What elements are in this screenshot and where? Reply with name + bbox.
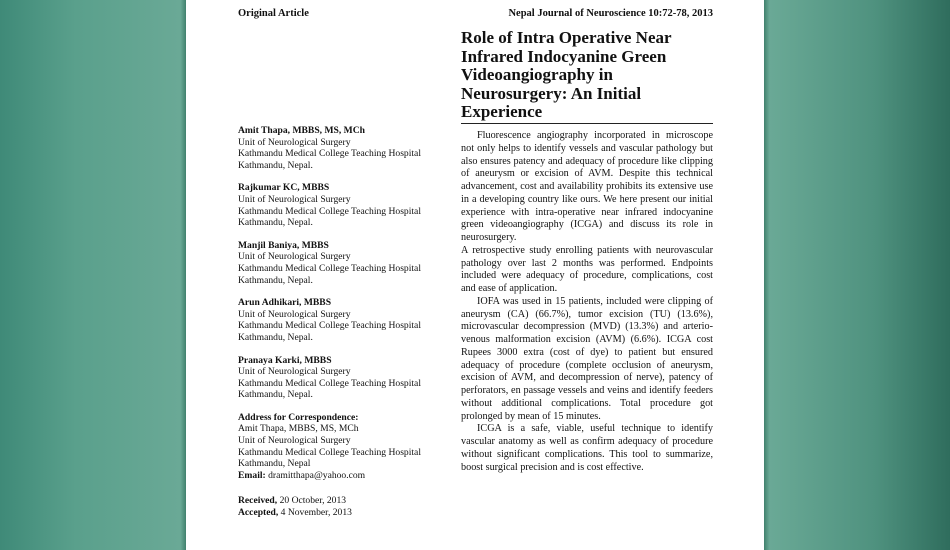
received-label: Received,: [238, 495, 278, 507]
author-city: Kathmandu, Nepal.: [238, 217, 313, 229]
abstract: [461, 130, 713, 474]
author-block: [238, 182, 448, 228]
author-unit: Unit of Neurological Surgery: [238, 366, 351, 378]
author-name: Pranaya Karki, MBBS: [238, 354, 332, 366]
author-block: [238, 297, 448, 343]
accepted-value: 4 November, 2013: [280, 507, 352, 519]
accepted-label: Accepted,: [238, 507, 279, 519]
author-hospital: Kathmandu Medical College Teaching Hospital: [238, 320, 421, 332]
correspondence-email-line: [238, 470, 448, 482]
paper-page: [186, 0, 764, 550]
author-name: Arun Adhikari, MBBS: [238, 297, 332, 309]
author-block: [238, 355, 448, 401]
correspondence-hospital: Kathmandu Medical College Teaching Hospital: [238, 446, 421, 458]
article-type: Original Article: [238, 8, 309, 19]
author-name: Rajkumar KC, MBBS: [238, 182, 330, 194]
correspondence-heading: Address for Correspondence:: [238, 411, 359, 423]
correspondence-block: [238, 412, 448, 482]
author-name: Manjil Baniya, MBBS: [238, 239, 329, 251]
author-hospital: Kathmandu Medical College Teaching Hospital: [238, 377, 421, 389]
author-unit: Unit of Neurological Surgery: [238, 193, 351, 205]
abstract-paragraph-results: IOFA was used in 15 patients, included were clipping of aneurysm (CA) (66.7%), tumor excision (TU) (13.6%), microvascular decompression (MVD) (13.3%) and arterio-venous malformation excision (AVM) (6.6%). ICGA cost Rupees 3000 extra (cost of dye) to patient but ensured adequacy of procedure (complete occlusion of aneurysm, excision of AVM, and decompression of nerve), patency of perforators, en passage vessels and veins and identify feeders without additional complications. Total procedure got prolonged by mean of 15 minutes.: [461, 295, 713, 422]
abstract-paragraph-conclusion: ICGA is a safe, viable, useful technique to identify vascular anatomy as well as confirm adequacy of procedure without significant complications. This tool to summarize, boost surgical precision and is cost effective.: [461, 423, 713, 473]
author-affiliations: [238, 125, 448, 519]
author-name: Amit Thapa, MBBS, MS, MCh: [238, 125, 365, 136]
author-city: Kathmandu, Nepal.: [238, 274, 313, 286]
correspondence-name: Amit Thapa, MBBS, MS, MCh: [238, 423, 359, 435]
author-hospital: Kathmandu Medical College Teaching Hospital: [238, 148, 421, 160]
abstract-paragraph-methods: A retrospective study enrolling patients with neurovascular pathology over last 2 months was performed. Endpoints included were adequacy of procedure, complications, cost and ease of application.: [461, 244, 713, 294]
journal-citation: Nepal Journal of Neuroscience 10:72-78, 2013: [508, 8, 713, 19]
email-label: Email:: [238, 469, 266, 481]
email-address[interactable]: dramitthapa@yahoo.com: [268, 469, 366, 481]
received-date: [238, 495, 448, 507]
dates-block: [238, 495, 448, 518]
correspondence-city: Kathmandu, Nepal: [238, 458, 311, 470]
abstract-paragraph-background: Fluorescence angiography incorporated in microscope not only helps to identify vessels and vascular pathology but also ensures patency and adequacy of procedure like clipping of aneurysm or excision of AVM. Despite this technical advancement, cost and availability prohibits its extensive use in a developing country like ours. We here present our initial experience with intra-operative near infrared indocyanine green videoangiography (ICGA) and discuss its role in neurosurgery.: [461, 130, 713, 243]
author-hospital: Kathmandu Medical College Teaching Hospital: [238, 205, 421, 217]
author-unit: Unit of Neurological Surgery: [238, 251, 351, 263]
correspondence-unit: Unit of Neurological Surgery: [238, 435, 351, 447]
article-title: Role of Intra Operative Near Infrared Indocyanine Green Videoangiography in Neurosurgery: An Initial Experience: [461, 28, 672, 121]
title-rule: [461, 123, 713, 124]
author-city: Kathmandu, Nepal.: [238, 389, 313, 401]
author-city: Kathmandu, Nepal.: [238, 159, 313, 171]
author-block: [238, 240, 448, 286]
author-unit: Unit of Neurological Surgery: [238, 308, 351, 320]
author-hospital: Kathmandu Medical College Teaching Hospital: [238, 262, 421, 274]
received-value: 20 October, 2013: [279, 495, 347, 507]
author-city: Kathmandu, Nepal.: [238, 331, 313, 343]
accepted-date: [238, 507, 448, 519]
author-block: [238, 125, 448, 171]
author-unit: Unit of Neurological Surgery: [238, 136, 351, 148]
